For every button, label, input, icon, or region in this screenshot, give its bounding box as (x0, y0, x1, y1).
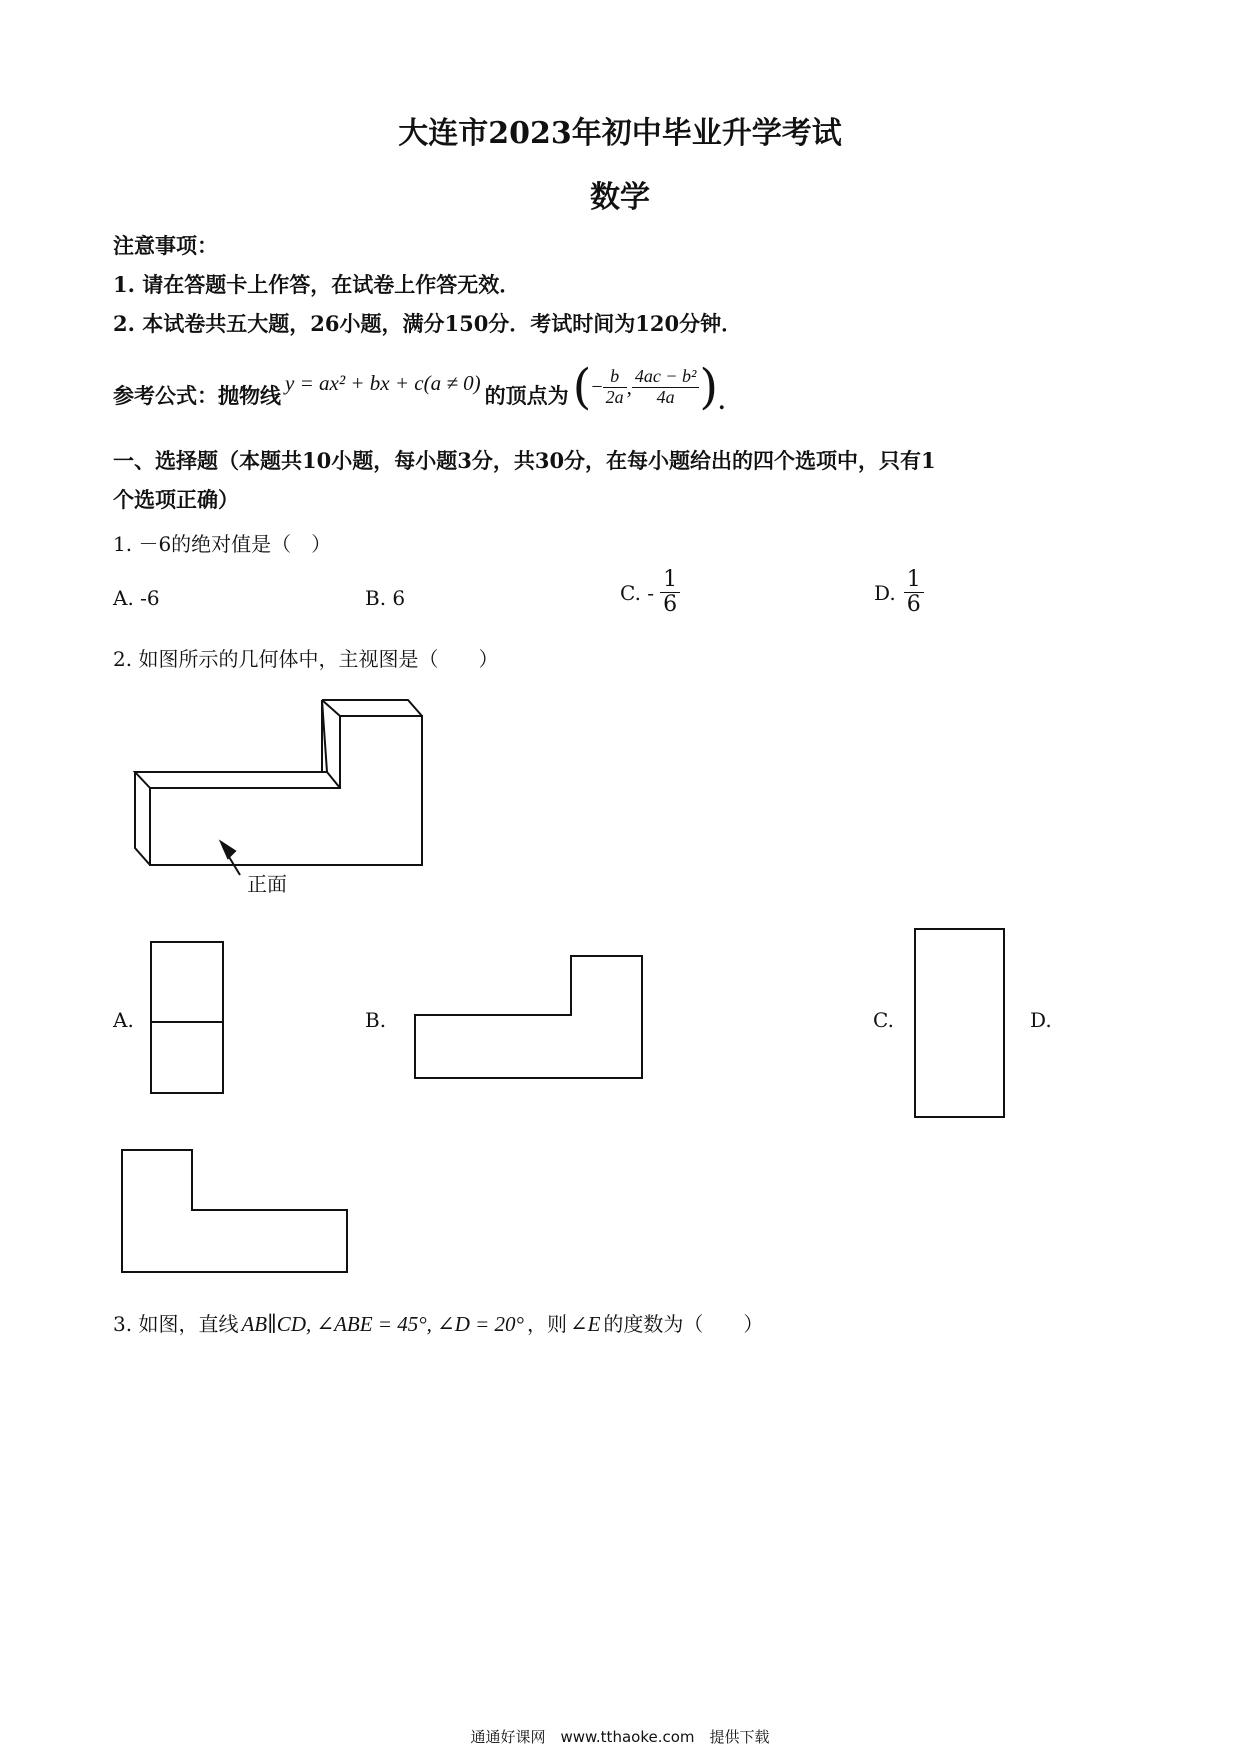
vertex-y-fraction: $\frac{\text{4ac − b²}}{4a}$ (632, 367, 700, 408)
note-item-2-text: 本试卷共五大题，26小题，满分150分．考试时间为120分钟． (142, 311, 743, 336)
q2-option-a-label: A. (113, 1008, 134, 1032)
q2-option-c-figure (913, 927, 1008, 1119)
question-3-stem (113, 1308, 763, 1337)
note-item-1-number: 1. (113, 272, 135, 297)
solid-tall-top-face (322, 700, 340, 716)
note-item-1-text: 请在答题卡上作答，在试卷上作答无效． (142, 272, 521, 297)
subject-title: 数学 (590, 180, 650, 215)
notes-heading: 注意事项： (113, 233, 218, 258)
q2-option-c-label: C. (873, 1008, 894, 1032)
q3-stem-prefix: 3. 如图，直线 (113, 1312, 239, 1336)
solid-front-face (150, 716, 422, 865)
q2-option-d-figure (120, 1148, 352, 1276)
formula-mid: 的顶点为 (484, 383, 569, 408)
front-arrow-head (221, 842, 235, 858)
q2-option-b-figure (413, 953, 645, 1081)
q3-stem-suffix: 的度数为（ ） (603, 1312, 764, 1336)
q1-option-c-label: C. - (620, 580, 655, 605)
q1-option-a: A. -6 (113, 586, 160, 610)
q3-stem-mid: ，则 (526, 1312, 567, 1336)
question-2-stem: 2. 如图所示的几何体中，主视图是（ ） (113, 647, 499, 671)
q2-option-d-label: D. (1030, 1008, 1052, 1032)
page-footer: 通通好课网 www.tthaoke.com 提供下载 (470, 1728, 770, 1746)
note-item-2-number: 2. (113, 311, 135, 336)
q1-option-d-label: D. (874, 580, 896, 605)
q1-option-d-fraction: $\frac{1}{6}$ (904, 568, 924, 617)
formula-expression: y = ax² + bx + c(a ≠ 0) (285, 370, 481, 395)
section-1-line-2: 个选项正确） (113, 487, 239, 512)
formula-suffix: . (718, 388, 726, 414)
section-1-line-1: 一、选择题（本题共10小题，每小题3分，共30分，在每小题给出的四个选项中，只有1 (113, 448, 936, 473)
q1-option-c-fraction: $\frac{1}{6}$ (660, 568, 680, 617)
q2-option-a-figure (149, 940, 229, 1095)
question-1-stem: 1. －6的绝对值是（ ） (113, 532, 332, 556)
q1-option-b: B. 6 (365, 586, 406, 610)
q3-stem-math: AB∥CD, ∠ABE = 45°, ∠D = 20° (241, 1312, 524, 1336)
q3-stem-angle-e: ∠E (569, 1312, 601, 1336)
front-label: 正面 (247, 872, 287, 896)
formula-prefix: 参考公式：抛物线 (113, 383, 281, 408)
exam-title: 大连市2023年初中毕业升学考试 (398, 116, 842, 151)
q2-option-b-label: B. (365, 1008, 387, 1032)
solid-top-edge-long (135, 772, 340, 788)
vertex-expression: ( − $\frac{b}{2a}$ , $\frac{\text{4ac − b²}}{4a}$ ) (572, 359, 719, 415)
vertex-x-fraction: $\frac{b}{2a}$ (603, 367, 627, 408)
